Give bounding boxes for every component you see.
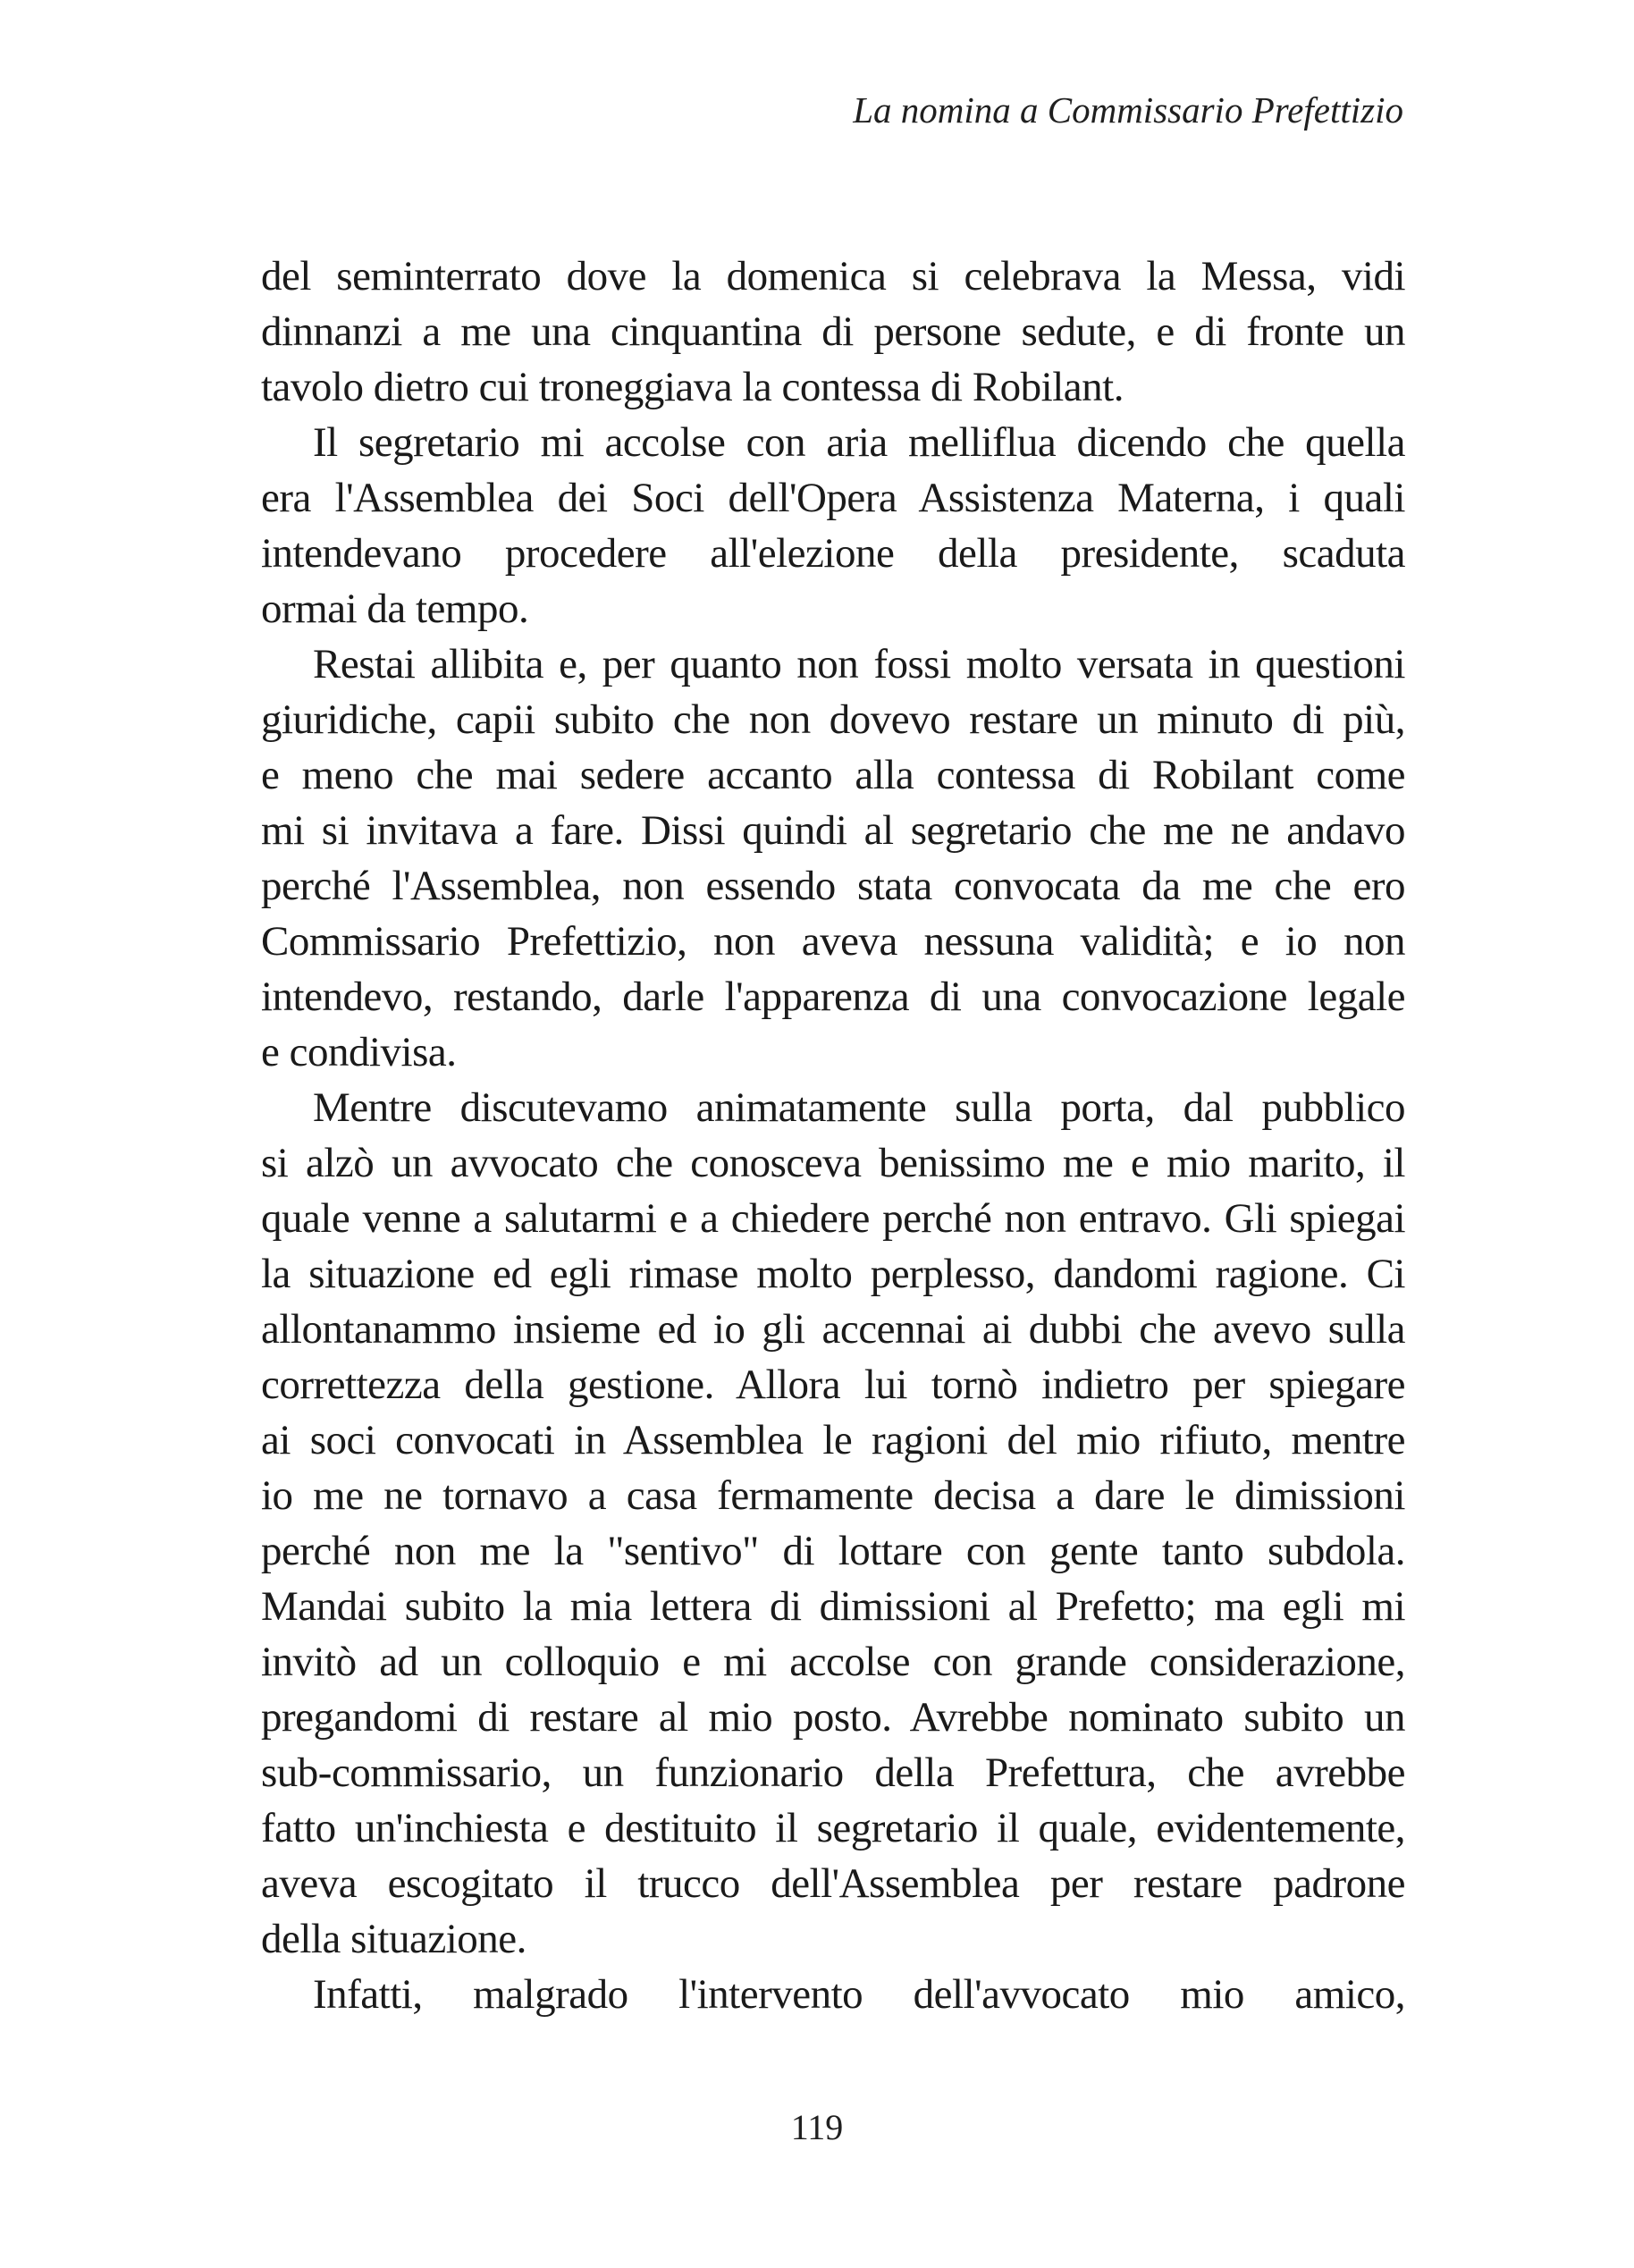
text-line: giuridiche, capii subito che non dovevo restare un minuto di più, xyxy=(261,696,1405,743)
text-line: allontanammo insieme ed io gli accennai ai dubbi che avevo sulla xyxy=(261,1306,1405,1353)
text-line: Infatti, malgrado l'intervento dell'avvocato mio amico, xyxy=(313,1971,1405,2018)
text-line: invitò ad un colloquio e mi accolse con grande considerazione, xyxy=(261,1639,1405,1685)
body-text xyxy=(261,249,1405,2022)
text-line: e condivisa. xyxy=(261,1029,457,1075)
text-line: Commissario Prefettizio, non aveva nessuna validità; e io non xyxy=(261,918,1405,965)
text-line: fatto un'inchiesta e destituito il segretario il quale, evidentemente, xyxy=(261,1805,1405,1851)
running-header-title: La nomina a Commissario Prefettizio xyxy=(853,89,1403,131)
text-line: mi si invitava a fare. Dissi quindi al segretario che me ne andavo xyxy=(261,807,1405,854)
text-line: e meno che mai sedere accanto alla contessa di Robilant come xyxy=(261,752,1405,798)
text-line: sub-commissario, un funzionario della Prefettura, che avrebbe xyxy=(261,1749,1405,1796)
text-line: della situazione. xyxy=(261,1916,526,1962)
text-line: intendevano procedere all'elezione della presidente, scaduta xyxy=(261,530,1405,577)
text-line: ormai da tempo. xyxy=(261,586,529,632)
text-line: tavolo dietro cui troneggiava la contessa di Robilant. xyxy=(261,364,1124,410)
text-line: Mandai subito la mia lettera di dimissioni al Prefetto; ma egli mi xyxy=(261,1583,1405,1630)
text-line: del seminterrato dove la domenica si celebrava la Messa, vidi xyxy=(261,253,1405,299)
paragraph xyxy=(261,415,1405,637)
text-line: era l'Assemblea dei Soci dell'Opera Assistenza Materna, i quali xyxy=(261,475,1405,521)
text-line: Il segretario mi accolse con aria melliflua dicendo che quella xyxy=(313,419,1405,466)
text-line: pregandomi di restare al mio posto. Avrebbe nominato subito un xyxy=(261,1694,1405,1741)
paragraph xyxy=(261,637,1405,1080)
paragraph xyxy=(261,1967,1405,2022)
text-line: la situazione ed egli rimase molto perplesso, dandomi ragione. Ci xyxy=(261,1251,1405,1297)
text-line: si alzò un avvocato che conosceva benissimo me e mio marito, il xyxy=(261,1140,1405,1186)
text-line: io me ne tornavo a casa fermamente decisa a dare le dimissioni xyxy=(261,1472,1405,1519)
text-line: perché l'Assemblea, non essendo stata convocata da me che ero xyxy=(261,863,1405,909)
text-line: Restai allibita e, per quanto non fossi molto versata in questioni xyxy=(313,641,1405,687)
page-number: 119 xyxy=(790,2107,844,2147)
paragraph xyxy=(261,249,1405,415)
paragraph xyxy=(261,1080,1405,1967)
text-line: dinnanzi a me una cinquantina di persone sedute, e di fronte un xyxy=(261,308,1405,355)
text-line: perché non me la "sentivo" di lottare con gente tanto subdola. xyxy=(261,1528,1405,1574)
text-line: intendevo, restando, darle l'apparenza di una convocazione legale xyxy=(261,974,1405,1020)
text-line: ai soci convocati in Assemblea le ragioni del mio rifiuto, mentre xyxy=(261,1417,1405,1463)
text-line: quale venne a salutarmi e a chiedere perché non entravo. Gli spiegai xyxy=(261,1195,1405,1242)
text-line: correttezza della gestione. Allora lui tornò indietro per spiegare xyxy=(261,1362,1405,1408)
text-line: Mentre discutevamo animatamente sulla porta, dal pubblico xyxy=(313,1084,1405,1131)
text-line: aveva escogitato il trucco dell'Assemblea per restare padrone xyxy=(261,1860,1405,1907)
